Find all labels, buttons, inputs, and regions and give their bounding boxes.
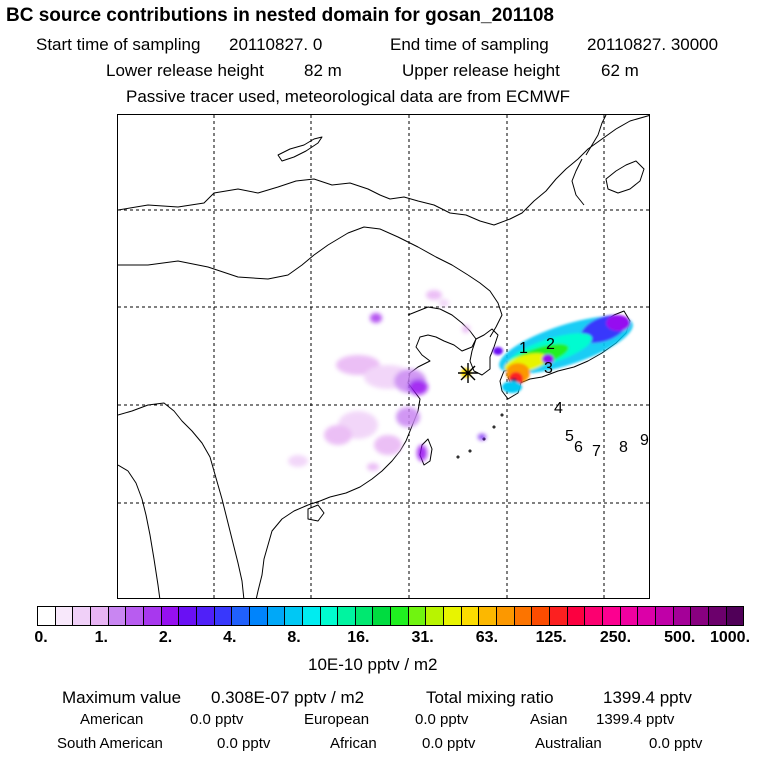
colorbar-tick-label: 2. xyxy=(158,629,173,646)
start-time-value: 20110827. 0 xyxy=(229,35,323,54)
colorbar xyxy=(37,606,744,626)
total-mixing-value: 1399.4 pptv xyxy=(603,688,692,707)
point-label-9: 9 xyxy=(640,432,649,449)
colorbar-unit: 10E-10 pptv / m2 xyxy=(308,655,438,674)
colorbar-cell xyxy=(727,607,744,625)
end-time-value: 20110827. 30000 xyxy=(587,35,719,54)
region-african-value: 0.0 pptv xyxy=(422,735,476,752)
colorbar-cell xyxy=(356,607,374,625)
colorbar-cell xyxy=(709,607,727,625)
colorbar-cell xyxy=(109,607,127,625)
colorbar-cell xyxy=(462,607,480,625)
point-label-5: 5 xyxy=(565,428,574,445)
colorbar-cell xyxy=(285,607,303,625)
region-australian-name: Australian xyxy=(535,735,602,752)
region-south-american-name: South American xyxy=(57,735,163,752)
colorbar-cell xyxy=(303,607,321,625)
colorbar-cell xyxy=(691,607,709,625)
colorbar-cell xyxy=(73,607,91,625)
lower-height-label: Lower release height xyxy=(106,61,264,80)
colorbar-cell xyxy=(532,607,550,625)
region-african-name: African xyxy=(330,735,377,752)
colorbar-cell xyxy=(373,607,391,625)
colorbar-cell xyxy=(444,607,462,625)
point-label-4: 4 xyxy=(554,400,563,417)
colorbar-cell xyxy=(144,607,162,625)
colorbar-cell xyxy=(391,607,409,625)
colorbar-tick-label: 125. xyxy=(535,629,567,646)
colorbar-cell xyxy=(479,607,497,625)
colorbar-cell xyxy=(409,607,427,625)
colorbar-tick-label: 1. xyxy=(94,629,108,646)
max-value: 0.308E-07 pptv / m2 xyxy=(211,688,365,707)
colorbar-cell xyxy=(568,607,586,625)
tracer-note: Passive tracer used, meteorological data are from ECMWF xyxy=(126,87,571,106)
colorbar-cell xyxy=(321,607,339,625)
colorbar-cell xyxy=(426,607,444,625)
point-label-6: 6 xyxy=(574,439,583,456)
colorbar-tick-label: 4. xyxy=(223,629,237,646)
region-asian-value: 1399.4 pptv xyxy=(596,711,675,728)
colorbar-cell xyxy=(56,607,74,625)
colorbar-cell xyxy=(621,607,639,625)
colorbar-tick-label: 500. xyxy=(664,629,696,646)
colorbar-cell xyxy=(38,607,56,625)
max-value-label: Maximum value xyxy=(62,688,182,707)
colorbar-tick-label: 0. xyxy=(34,629,48,646)
colorbar-tick-label: 63. xyxy=(475,629,499,646)
region-european-name: European xyxy=(304,711,370,728)
colorbar-cell xyxy=(232,607,250,625)
colorbar-cell xyxy=(674,607,692,625)
region-american-value: 0.0 pptv xyxy=(190,711,244,728)
colorbar-tick-label: 250. xyxy=(599,629,632,646)
colorbar-cell xyxy=(515,607,533,625)
plot-title: BC source contributions in nested domain for gosan_201108 xyxy=(6,5,554,26)
region-american-name: American xyxy=(80,711,144,728)
point-label-1: 1 xyxy=(519,340,528,357)
colorbar-cell xyxy=(91,607,109,625)
colorbar-cell xyxy=(550,607,568,625)
colorbar-cell xyxy=(638,607,656,625)
lower-height-value: 82 m xyxy=(304,61,342,80)
upper-height-value: 62 m xyxy=(601,61,639,80)
total-mixing-label: Total mixing ratio xyxy=(426,688,554,707)
colorbar-cell xyxy=(585,607,603,625)
end-time-label: End time of sampling xyxy=(390,35,549,54)
region-south-american-value: 0.0 pptv xyxy=(217,735,271,752)
point-label-3: 3 xyxy=(544,360,553,377)
map-panel xyxy=(117,114,650,599)
colorbar-tick-label: 16. xyxy=(347,629,370,646)
region-australian-value: 0.0 pptv xyxy=(649,735,703,752)
colorbar-cell xyxy=(215,607,233,625)
colorbar-cell xyxy=(656,607,674,625)
start-time-label: Start time of sampling xyxy=(36,35,201,54)
colorbar-cell xyxy=(126,607,144,625)
colorbar-cell xyxy=(603,607,621,625)
colorbar-cell xyxy=(179,607,197,625)
receptor-asterisk-icon xyxy=(458,363,478,383)
point-label-7: 7 xyxy=(592,443,601,460)
point-label-2: 2 xyxy=(546,336,555,353)
point-label-8: 8 xyxy=(619,439,628,456)
colorbar-tick-label: 31. xyxy=(411,629,434,646)
colorbar-cell xyxy=(338,607,356,625)
tracer-plume-west xyxy=(288,290,486,471)
upper-height-label: Upper release height xyxy=(402,61,560,80)
colorbar-cell xyxy=(497,607,515,625)
colorbar-cell xyxy=(197,607,215,625)
colorbar-cell xyxy=(268,607,286,625)
region-european-value: 0.0 pptv xyxy=(415,711,469,728)
colorbar-tick-label: 8. xyxy=(287,629,301,646)
colorbar-tick-label: 1000. xyxy=(709,629,751,646)
region-asian-name: Asian xyxy=(530,711,568,728)
map-canvas xyxy=(118,115,650,599)
colorbar-cell xyxy=(162,607,180,625)
colorbar-cell xyxy=(250,607,268,625)
